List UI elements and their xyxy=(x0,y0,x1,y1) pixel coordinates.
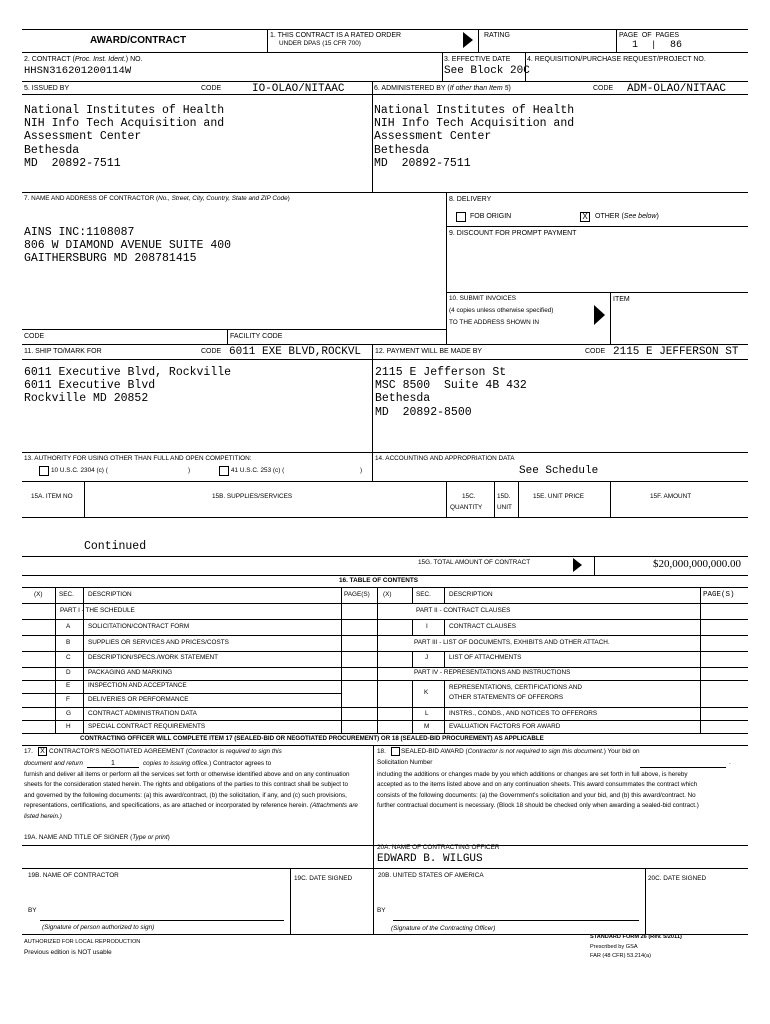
item-17-title-italic: Contractor is required to sign this xyxy=(188,748,282,755)
authority-10usc-label: 10 U.S.C. 2304 (c) ( xyxy=(51,467,108,474)
rule xyxy=(372,344,373,481)
rule xyxy=(22,693,342,694)
issued-by-address: National Institutes of Health NIH Info Tech Acquisition and Assessment Center Bethesda MD 20892-7511 xyxy=(24,104,225,170)
rule xyxy=(22,517,748,518)
issued-code: IO-OLAO/NITAAC xyxy=(252,83,345,95)
toc-desc-g: CONTRACT ADMINISTRATION DATA xyxy=(88,710,197,717)
toc-desc-m: EVALUATION FACTORS FOR AWARD xyxy=(449,723,561,730)
contractor-code-label: CODE xyxy=(24,333,45,340)
rule xyxy=(22,329,446,330)
rule xyxy=(55,587,56,733)
toc-title: 16. TABLE OF CONTENTS xyxy=(339,577,419,584)
item-17-body-text: furnish and deliver all items or perform all the services set forth or otherwise identified above and on any continuation sheets for the consideration stated herein. The rights and obligations of the parties to this contract shall be subject to and governed by the following documents: (a) this award/contract, (b) the solicitation, if any, and (c) such provisions, representations, certifications, and specifications, as are attached or incorporated by reference herein. xyxy=(24,771,350,810)
item-17-copies-text: copies to issuing office. xyxy=(142,760,210,767)
rule xyxy=(341,587,342,733)
contract-no-label-end: ) NO. xyxy=(125,56,143,63)
toc-header-desc: DESCRIPTION xyxy=(88,591,132,598)
toc-header-sec-right: SEC. xyxy=(416,591,431,598)
solicitation-number-label: Solicitation Number xyxy=(377,759,433,766)
rule xyxy=(22,603,748,604)
toc-desc-e: INSPECTION AND ACCEPTANCE xyxy=(88,682,187,689)
rule xyxy=(444,587,445,603)
toc-sec-e: E xyxy=(66,682,71,689)
item-17-title-text: CONTRACTOR'S NEGOTIATED AGREEMENT ( xyxy=(49,748,188,755)
rule xyxy=(446,192,447,344)
toc-desc-k-1: REPRESENTATIONS, CERTIFICATIONS AND xyxy=(449,684,583,691)
toc-header-pages-right: PAGE(S) xyxy=(703,591,735,599)
rule xyxy=(22,651,748,652)
facility-code-label: FACILITY CODE xyxy=(230,333,283,340)
other-label-text: OTHER ( xyxy=(595,213,624,220)
rule xyxy=(610,292,611,344)
rule xyxy=(645,868,646,934)
rule xyxy=(412,651,413,667)
rule xyxy=(444,651,445,667)
item-18-title-italic: Contractor is not required to sign this document. xyxy=(467,748,604,755)
fob-origin-label: FOB ORIGIN xyxy=(470,213,512,220)
contractor-label xyxy=(24,196,290,202)
ship-to-label: 11. SHIP TO/MARK FOR xyxy=(24,348,102,355)
pages-label: PAGES xyxy=(655,32,680,39)
rating-label: RATING xyxy=(484,32,510,39)
page-label: PAGE xyxy=(619,32,638,39)
arrow-right-icon xyxy=(463,32,473,48)
rule xyxy=(444,619,445,635)
toc-sec-b: B xyxy=(66,639,71,646)
rule xyxy=(446,292,748,293)
administered-by-italic: If other than Item 5 xyxy=(449,85,509,92)
toc-desc-c: DESCRIPTION/SPECS./WORK STATEMENT xyxy=(88,654,219,661)
rated-order-sub: UNDER DPAS (15 CFR 700) xyxy=(279,40,361,47)
rule xyxy=(22,481,748,482)
other-delivery-label xyxy=(595,213,659,220)
other-label-end: ) xyxy=(656,213,659,220)
authorized-reproduction: AUTHORIZED FOR LOCAL REPRODUCTION xyxy=(24,939,141,945)
contracting-officer-name: EDWARD B. WILGUS xyxy=(377,853,483,865)
item-17-attachments: (Attachments are listed herein.) xyxy=(24,802,358,820)
rule xyxy=(22,745,748,746)
toc-desc-a: SOLICITATION/CONTRACT FORM xyxy=(88,623,190,630)
rule xyxy=(616,29,617,52)
toc-sec-m: M xyxy=(424,723,430,730)
toc-sec-l: L xyxy=(425,710,429,717)
other-label-italic: See below xyxy=(623,213,657,220)
item-17-number: 17. xyxy=(24,748,33,755)
toc-desc-i: CONTRACT CLAUSES xyxy=(449,623,516,630)
rule xyxy=(478,29,479,52)
previous-edition-note: Previous edition is NOT usable xyxy=(24,949,112,956)
contract-no-label-text: 2. CONTRACT ( xyxy=(24,56,75,63)
rule xyxy=(22,868,748,869)
continued-text: Continued xyxy=(84,540,147,553)
rule xyxy=(22,52,748,53)
authority-41usc-close: ) xyxy=(360,467,363,474)
toc-header-x-right: (X) xyxy=(383,591,392,598)
rule xyxy=(22,556,748,557)
col-quantity: QUANTITY xyxy=(450,504,483,511)
rule xyxy=(22,635,748,636)
contracting-officer-label: 20A. NAME OF CONTRACTING OFFICER xyxy=(377,844,500,851)
item-18-title-end: ) Your bid on xyxy=(603,748,640,755)
ship-code: 6011 EXE BLVD,ROCKVL xyxy=(229,346,362,358)
accounting-value: See Schedule xyxy=(519,465,599,477)
col-quantity-num: 15C. xyxy=(462,493,476,500)
toc-sec-g: G xyxy=(66,710,71,717)
col-amount: 15F. AMOUNT xyxy=(650,493,692,500)
submit-invoices-label: 10. SUBMIT INVOICES xyxy=(449,295,517,302)
toc-desc-f: DELIVERIES OR PERFORMANCE xyxy=(88,696,189,703)
requisition-label: 4. REQUISITION/PURCHASE REQUEST/PROJECT NO. xyxy=(527,56,706,63)
copies-count: 1 xyxy=(87,760,139,768)
signer-name-label-end: ) xyxy=(167,834,170,841)
col-supplies-services: 15B. SUPPLIES/SERVICES xyxy=(212,493,293,500)
rule xyxy=(267,29,268,52)
authority-41usc-checkbox[interactable] xyxy=(219,466,229,476)
toc-desc-j: LIST OF ATTACHMENTS xyxy=(449,654,522,661)
rule xyxy=(22,619,748,620)
item-17-return-text: document and return xyxy=(24,760,83,767)
solicitation-number-line xyxy=(640,767,726,768)
col-unit-num: 15D. xyxy=(497,493,511,500)
prescribed-by: Prescribed by GSA xyxy=(590,944,638,950)
toc-sec-i: I xyxy=(426,623,428,630)
contract-no-label xyxy=(24,56,143,63)
toc-sec-h: H xyxy=(66,723,71,730)
item-18-number: 18. xyxy=(377,748,386,755)
far-reference: FAR (48 CFR) 53.214(a) xyxy=(590,953,651,959)
toc-header-x: (X) xyxy=(34,591,43,598)
delivery-label: 8. DELIVERY xyxy=(449,196,492,203)
rule xyxy=(22,680,748,681)
standard-form-number: STANDARD FORM 26 (Rev. 5/2011) xyxy=(590,934,682,940)
officer-date-signed-label: 20C. DATE SIGNED xyxy=(648,875,707,882)
submit-invoices-copies: (4 copies unless otherwise specified) xyxy=(449,307,554,314)
page-separator: | xyxy=(651,40,657,50)
col-item-no: 15A. ITEM NO xyxy=(31,493,73,500)
rule xyxy=(446,226,748,227)
effective-date: See Block 20C xyxy=(444,65,530,77)
contractor-label-end: ) xyxy=(287,195,290,202)
page-count: 86 xyxy=(670,40,683,51)
payment-code-label: CODE xyxy=(585,348,606,355)
contract-number: HHSN316201200114W xyxy=(24,65,132,77)
item-17-agrees-text: ) Contractor agrees to xyxy=(209,760,272,767)
admin-code-label: CODE xyxy=(593,85,614,92)
toc-part-3: PART III - LIST OF DOCUMENTS, EXHIBITS AND OTHER ATTACH. xyxy=(414,639,610,646)
united-states-label: 20B. UNITED STATES OF AMERICA xyxy=(378,872,484,879)
solicitation-number-end: . xyxy=(729,759,731,766)
rule xyxy=(377,587,378,733)
officer-by-label: BY xyxy=(377,907,386,914)
ship-code-label: CODE xyxy=(201,348,222,355)
administered-by-address: National Institutes of Health NIH Info Tech Acquisition and Assessment Center Bethesda MD 20892-7511 xyxy=(374,104,575,170)
toc-part-2: PART II - CONTRACT CLAUSES xyxy=(416,607,511,614)
officer-instruction-heading: CONTRACTING OFFICER WILL COMPLETE ITEM 17 (SEALED-BID OR NEGOTIATED PROCUREMENT) OR 18 (SEALED-BID PROCUREMENT) AS APPLICABLE xyxy=(80,735,544,742)
rule xyxy=(700,587,701,733)
rule xyxy=(518,481,519,517)
rule xyxy=(22,667,748,668)
toc-part-1: PART I - THE SCHEDULE xyxy=(60,607,135,614)
rule xyxy=(442,52,443,82)
authority-10usc-close: ) xyxy=(188,467,191,474)
rule xyxy=(22,29,748,30)
issued-by-label: 5. ISSUED BY xyxy=(24,85,70,92)
toc-sec-f: F xyxy=(66,696,70,703)
authority-41usc-label: 41 U.S.C. 253 (c) ( xyxy=(231,467,285,474)
rule xyxy=(446,481,447,517)
rule xyxy=(84,481,85,517)
rule xyxy=(494,481,495,517)
contractor-by-label: BY xyxy=(28,907,37,914)
form-title: AWARD/CONTRACT xyxy=(90,35,187,46)
authority-10usc-checkbox[interactable] xyxy=(39,466,49,476)
rule xyxy=(373,745,374,934)
toc-sec-k: K xyxy=(424,689,429,696)
administered-by-label xyxy=(374,85,511,92)
rule xyxy=(40,920,284,921)
negotiated-agreement-checkbox[interactable]: X xyxy=(38,747,47,756)
rule xyxy=(412,619,413,635)
signer-name-label-italic: Type or print xyxy=(132,834,168,841)
signer-name-label xyxy=(24,835,170,841)
toc-part-4: PART IV - REPRESENTATIONS AND INSTRUCTIONS xyxy=(414,669,571,676)
toc-desc-k-2: OTHER STATEMENTS OF OFFERORS xyxy=(449,694,564,701)
issued-code-label: CODE xyxy=(201,85,222,92)
contractor-date-signed-label: 19C. DATE SIGNED xyxy=(294,875,353,882)
rule xyxy=(412,587,413,603)
of-label: OF xyxy=(641,32,652,39)
toc-sec-a: A xyxy=(66,623,71,630)
page-of-pages-label xyxy=(619,32,679,39)
rule xyxy=(610,481,611,517)
rule xyxy=(22,192,748,193)
contract-no-label-italic: Proc. Inst. Ident. xyxy=(74,56,126,63)
signer-name-label-text: 19A. NAME AND TITLE OF SIGNER ( xyxy=(24,834,133,841)
total-amount: $20,000,000,000.00 xyxy=(653,558,741,570)
rule xyxy=(22,587,748,588)
payment-label: 12. PAYMENT WILL BE MADE BY xyxy=(375,348,483,355)
rated-order-label: 1. THIS CONTRACT IS A RATED ORDER xyxy=(270,32,402,39)
toc-desc-l: INSTRS., CONDS., AND NOTICES TO OFFERORS xyxy=(449,710,598,717)
administered-by-end: ) xyxy=(508,85,511,92)
payment-code: 2115 E JEFFERSON ST xyxy=(613,346,739,358)
toc-sec-d: D xyxy=(66,669,71,676)
contractor-label-text: 7. NAME AND ADDRESS OF CONTRACTOR ( xyxy=(24,195,159,202)
item-18-body: including the additions or changes made by you which additions or changes are set forth in full above, is hereby accepted as to the items listed above and on any continuation sheets. This award consummates the contract which consists of the following documents: (a) the Government's solicitation and your bid, and (b) this award/contract. No further contractual document is necessary. (Block 18 should be checked only when awarding a sealed-bid contract.) xyxy=(377,771,699,810)
toc-desc-b: SUPPLIES OR SERVICES AND PRICES/COSTS xyxy=(88,639,229,646)
col-unit-price: 15E. UNIT PRICE xyxy=(533,493,585,500)
toc-desc-h: SPECIAL CONTRACT REQUIREMENTS xyxy=(88,723,206,730)
contractor-label-italic: No., Street, City, Country, State and ZIP Code xyxy=(158,195,288,202)
toc-header-desc-right: DESCRIPTION xyxy=(449,591,493,598)
submit-invoices-address: TO THE ADDRESS SHOWN IN xyxy=(449,319,539,326)
rule xyxy=(22,452,748,453)
discount-label: 9. DISCOUNT FOR PROMPT PAYMENT xyxy=(449,230,577,237)
officer-signature-caption: (Signature of the Contracting Officer) xyxy=(391,925,496,932)
item-18-title-text: SEALED-BID AWARD ( xyxy=(401,748,468,755)
toc-desc-d: PACKAGING AND MARKING xyxy=(88,669,173,676)
rule xyxy=(372,81,373,192)
rule xyxy=(22,720,748,721)
toc-header-pages: PAGE(S) xyxy=(344,591,370,598)
toc-sec-j: J xyxy=(425,654,429,661)
rule xyxy=(227,329,228,344)
item-17-title xyxy=(49,749,282,755)
toc-header-sec: SEC. xyxy=(59,591,74,598)
contractor-signature-caption: (Signature of person authorized to sign) xyxy=(42,924,155,931)
administered-by-text: 6. ADMINISTERED BY ( xyxy=(374,85,450,92)
item-label: ITEM xyxy=(613,296,630,303)
other-delivery-checkbox[interactable]: X xyxy=(580,212,590,222)
rule xyxy=(594,556,595,575)
item-18-title xyxy=(401,749,640,755)
admin-code: ADM-OLAO/NITAAC xyxy=(627,83,727,95)
arrow-right-icon xyxy=(594,305,605,325)
rule xyxy=(290,868,291,934)
payment-address: 2115 E Jefferson St MSC 8500 Suite 4B 432 Bethesda MD 20892-8500 xyxy=(375,366,527,419)
rule xyxy=(22,344,748,345)
fob-origin-checkbox[interactable] xyxy=(456,212,466,222)
toc-sec-c: C xyxy=(66,654,71,661)
col-unit: UNIT xyxy=(497,504,512,511)
rule xyxy=(393,920,639,921)
authority-label: 13. AUTHORITY FOR USING OTHER THAN FULL AND OPEN COMPETITION: xyxy=(24,455,252,462)
contractor-name-label: 19B. NAME OF CONTRACTOR xyxy=(28,872,119,879)
effective-date-label: 3. EFFECTIVE DATE xyxy=(444,56,511,63)
rule xyxy=(22,733,748,734)
rule xyxy=(22,359,748,360)
rule xyxy=(22,81,748,82)
item-17-line-2 xyxy=(24,760,271,768)
rule xyxy=(22,707,748,708)
page-number: 1 xyxy=(632,40,639,51)
ship-to-address: 6011 Executive Blvd, Rockville 6011 Executive Blvd Rockville MD 20852 xyxy=(24,366,232,406)
rule xyxy=(22,575,748,576)
contractor-address: AINS INC:1108087 806 W DIAMOND AVENUE SUITE 400 GAITHERSBURG MD 208781415 xyxy=(24,226,232,266)
accounting-label: 14. ACCOUNTING AND APPROPRIATION DATA xyxy=(375,455,515,462)
arrow-right-icon xyxy=(573,558,582,572)
item-17-body xyxy=(24,770,359,822)
total-amount-label: 15G. TOTAL AMOUNT OF CONTRACT xyxy=(418,559,531,566)
sealed-bid-checkbox[interactable] xyxy=(391,747,400,756)
